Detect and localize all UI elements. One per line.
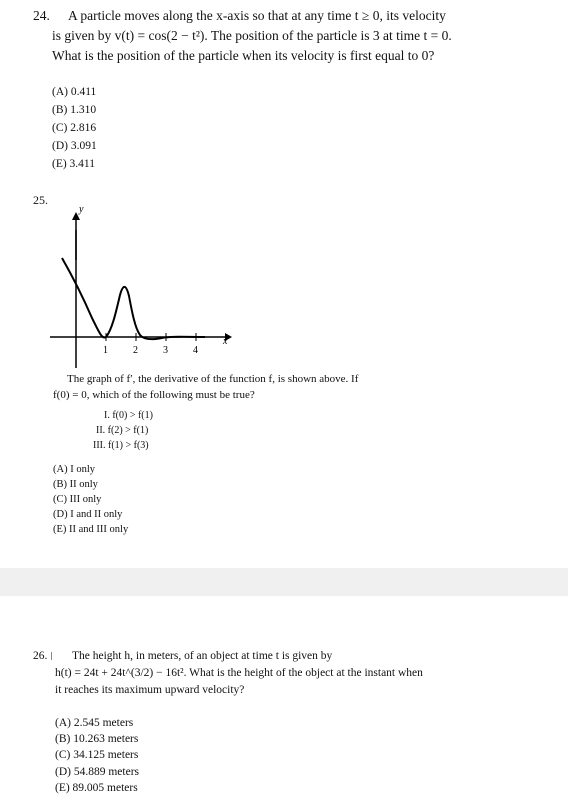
question-text-line: The height h, in meters, of an object at time t is given by (72, 650, 333, 662)
page-divider (0, 568, 568, 596)
answer-choice[interactable]: (A) I only (53, 464, 95, 475)
question-text-line: it reaches its maximum upward velocity? (55, 684, 245, 696)
x-axis-label: x (223, 336, 228, 347)
answer-choice[interactable]: (C) 34.125 meters (55, 749, 139, 761)
answer-choice[interactable]: (B) 10.263 meters (55, 733, 139, 745)
x-tick-label: 2 (133, 345, 138, 356)
question-number: 24. (33, 8, 50, 23)
question-number: 26. (33, 650, 52, 662)
answer-choice[interactable]: (D) 3.091 (52, 140, 97, 152)
answer-choice[interactable]: (C) III only (53, 494, 102, 505)
statement: I. f(0) > f(1) (104, 410, 153, 421)
question-text-line: The graph of f′, the derivative of the function f, is shown above. If (67, 373, 359, 385)
cursor-bar (51, 652, 52, 660)
answer-choice[interactable]: (A) 2.545 meters (55, 717, 134, 729)
answer-choice[interactable]: (E) 3.411 (52, 158, 96, 170)
x-tick-label: 3 (163, 345, 168, 356)
f-prime-curve (62, 258, 205, 339)
derivative-graph (40, 200, 240, 370)
answer-choice[interactable]: (A) 0.411 (52, 86, 97, 98)
question-text-line: h(t) = 24t + 24t^(3/2) − 16t². What is the height of the object at the instant when (55, 667, 423, 679)
x-tick-label: 4 (193, 345, 198, 356)
answer-choice[interactable]: (D) I and II only (53, 509, 123, 520)
statement: III. f(1) > f(3) (93, 440, 149, 451)
question-text-line: A particle moves along the x-axis so that at any time t ≥ 0, its velocity (68, 8, 446, 23)
answer-choice[interactable]: (C) 2.816 (52, 122, 97, 134)
answer-choice[interactable]: (E) 89.005 meters (55, 782, 138, 794)
question-text-line: f(0) = 0, which of the following must be true? (53, 389, 255, 401)
answer-choice[interactable]: (B) 1.310 (52, 104, 97, 116)
question-text-line: is given by v(t) = cos(2 − t²). The position of the particle is 3 at time t = 0. (52, 28, 452, 43)
x-tick-label: 1 (103, 345, 108, 356)
question-text-line: What is the position of the particle when its velocity is first equal to 0? (52, 48, 435, 63)
statement: II. f(2) > f(1) (96, 425, 149, 436)
question-number: 25. (33, 193, 48, 207)
answer-choice[interactable]: (D) 54.889 meters (55, 766, 139, 778)
answer-choice[interactable]: (E) II and III only (53, 524, 129, 535)
answer-choice[interactable]: (B) II only (53, 479, 98, 490)
y-axis-label: y (79, 204, 84, 215)
